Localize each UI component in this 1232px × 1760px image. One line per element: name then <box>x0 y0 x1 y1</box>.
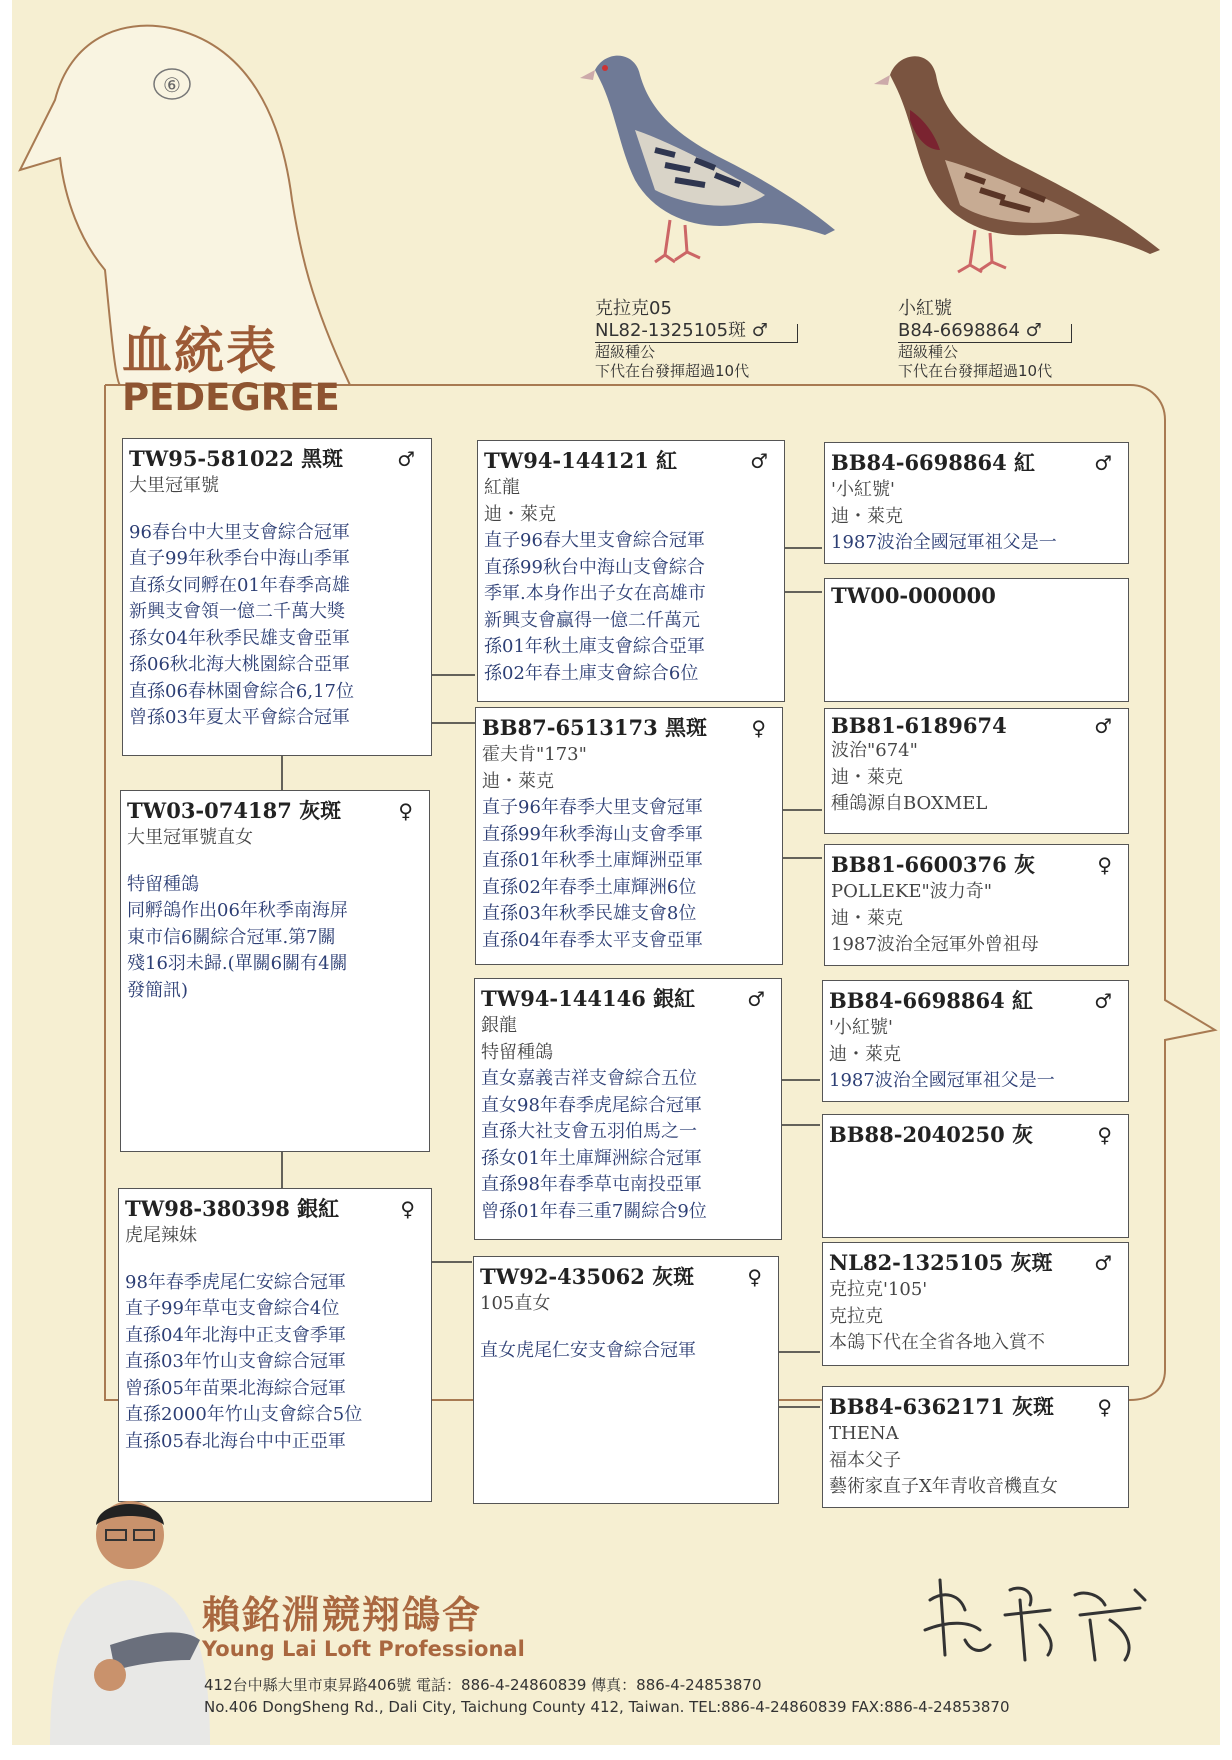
card-line: 迪・萊克 <box>484 503 556 525</box>
card-line: 迪・萊克 <box>831 505 903 527</box>
card-line: 直孫06春林園會綜合6,17位 <box>129 680 354 702</box>
featured-bird-1-name: 克拉克05 <box>595 298 672 319</box>
ring-number: BB81-6600376 灰 <box>831 852 1036 877</box>
card-line: 直孫大社支會五羽伯馬之一 <box>481 1121 697 1142</box>
ring-number: BB84-6698864 紅 <box>831 450 1036 475</box>
card-line: 霍夫肯"173" <box>482 744 587 765</box>
ring-number: TW94-144121 紅 <box>484 448 678 473</box>
card-line: 迪・萊克 <box>831 907 903 929</box>
card-line: 本鴿下代在全省各地入賞不 <box>829 1332 1045 1353</box>
featured-bird-1-ring: NL82-1325105斑 ♂ <box>595 320 798 343</box>
ring-number: BB84-6362171 灰斑 <box>829 1394 1055 1419</box>
card-line: 迪・萊克 <box>831 766 903 788</box>
featured-bird-2-line2: 下代在台發揮超過10代 <box>898 362 1053 380</box>
svg-text:⑥: ⑥ <box>163 73 181 97</box>
card-line: 直孫04年北海中正支會季軍 <box>125 1324 346 1346</box>
ring-number: TW92-435062 灰斑 <box>480 1264 695 1289</box>
card-line: 96春台中大里支會綜合冠軍 <box>129 521 350 543</box>
male-symbol-icon: ♂ <box>1094 451 1112 475</box>
ring-number: TW00-000000 <box>831 583 996 608</box>
card-line: 直孫04年春季太平支會亞軍 <box>482 929 703 951</box>
ring-number: TW98-380398 銀紅 <box>125 1196 340 1221</box>
male-symbol-icon: ♂ <box>747 987 765 1011</box>
pedigree-card-ggs-4 <box>822 1242 1129 1366</box>
card-line: 1987波治全國冠軍祖父是一 <box>829 1070 1055 1091</box>
signature-image <box>910 1560 1160 1670</box>
ring-number: TW95-581022 黑斑 <box>129 446 344 471</box>
pedigree-card-dam-sire <box>474 978 782 1240</box>
card-line: 直子96年春季大里支會冠軍 <box>482 797 703 818</box>
pedigree-card-grandsire <box>477 440 785 702</box>
card-line: 克拉克'105' <box>829 1279 928 1300</box>
ring-number: NL82-1325105 灰斑 <box>829 1250 1053 1275</box>
ring-number: BB81-6189674 <box>831 713 1007 738</box>
card-line: 105直女 <box>480 1293 551 1314</box>
male-symbol-icon: ♂ <box>397 447 415 471</box>
card-line: 東市信6關綜合冠軍.第7關 <box>127 926 336 948</box>
female-symbol-icon: ♀ <box>398 799 413 823</box>
card-line: 直子99年草屯支會綜合4位 <box>125 1298 340 1319</box>
featured-bird-1-line2: 下代在台發揮超過10代 <box>595 362 750 380</box>
card-line: 新興支會贏得一億二仟萬元 <box>484 609 700 631</box>
card-line: 直孫女同孵在01年春季高雄 <box>129 574 350 596</box>
card-line: 虎尾辣妹 <box>125 1225 197 1246</box>
female-symbol-icon: ♀ <box>747 1265 762 1289</box>
pedigree-card-ggs-2 <box>824 708 1129 834</box>
card-line: 直孫99年秋季海山支會季軍 <box>482 823 703 845</box>
loft-name <box>202 1584 525 1661</box>
card-line: 直子99年秋季台中海山季軍 <box>129 548 350 569</box>
card-line: THENA <box>829 1423 899 1444</box>
pedigree-card-granddam <box>475 707 783 965</box>
female-symbol-icon: ♀ <box>1097 853 1112 877</box>
featured-bird-2-name: 小紅號 <box>898 298 952 319</box>
male-symbol-icon: ♂ <box>1094 989 1112 1013</box>
card-line: 直孫02年春季土庫輝洲6位 <box>482 876 697 898</box>
card-line: 直女虎尾仁安支會綜合冠軍 <box>480 1339 696 1361</box>
card-line: 迪・萊克 <box>829 1043 901 1065</box>
card-line: 福本父子 <box>829 1449 901 1471</box>
ring-number: BB87-6513173 黑斑 <box>482 715 708 740</box>
card-line: 直子96春大里支會綜合冠軍 <box>484 530 705 551</box>
card-line: 直孫2000年竹山支會綜合5位 <box>125 1404 363 1425</box>
pedigree-card-dam <box>118 1188 432 1502</box>
featured-bird-2-ring: B84-6698864 ♂ <box>898 320 1072 343</box>
card-line: 銀龍 <box>481 1015 517 1036</box>
card-line: 波治"674" <box>831 740 918 761</box>
address-zh: 412台中縣大里市東昇路406號 電話：886-4-24860839 傳真：886-4-24853870 <box>204 1676 762 1694</box>
card-line: 紅龍 <box>484 477 520 498</box>
card-line: 曾孫05年苗栗北海綜合冠軍 <box>125 1377 346 1399</box>
card-line: 特留種鴿 <box>481 1041 553 1063</box>
card-line: 孫01年秋土庫支會綜合亞軍 <box>484 636 705 657</box>
pedigree-card-sire <box>122 438 432 756</box>
card-line: 特留種鴿 <box>127 873 199 895</box>
card-line: 98年春季虎尾仁安綜合冠軍 <box>125 1271 346 1293</box>
pedigree-card-ggs-3 <box>822 980 1129 1102</box>
male-symbol-icon: ♂ <box>750 449 768 473</box>
card-line: 孫女01年土庫輝洲綜合冠軍 <box>481 1147 702 1169</box>
card-line: 藝術家直子X年青收音機直女 <box>829 1476 1058 1497</box>
pedigree-card-ggs-1 <box>824 442 1129 564</box>
card-line: '小紅號' <box>829 1017 893 1038</box>
card-line: 直孫03年竹山支會綜合冠軍 <box>125 1351 346 1372</box>
address-en: No.406 DongSheng Rd., Dali City, Taichung County 412, Taiwan. TEL:886-4-24860839 FAX:886-4-24853870 <box>204 1698 1010 1716</box>
ring-number: TW94-144146 銀紅 <box>481 986 696 1011</box>
ring-number: BB88-2040250 灰 <box>829 1122 1034 1147</box>
female-symbol-icon: ♀ <box>1097 1395 1112 1419</box>
card-line: 直女嘉義吉祥支會綜合五位 <box>481 1068 697 1089</box>
title-zh: 血統表 <box>122 322 278 380</box>
card-line: 曾孫03年夏太平會綜合冠軍 <box>129 707 350 728</box>
card-line: 發簡訊) <box>127 979 189 1001</box>
card-line: POLLEKE"波力奇" <box>831 881 993 902</box>
card-line: 孫02年春土庫支會綜合6位 <box>484 662 699 684</box>
card-line: 1987波治全國冠軍祖父是一 <box>831 532 1057 553</box>
title-en: PEDEGREE <box>122 376 340 419</box>
ring-number: TW03-074187 灰斑 <box>127 798 342 823</box>
card-line: 1987波治全冠軍外曾祖母 <box>831 934 1039 955</box>
male-symbol-icon: ♂ <box>1094 714 1112 738</box>
owner-photo <box>40 1475 210 1745</box>
card-line: 同孵鴿作出06年秋季南海屏 <box>127 900 348 921</box>
card-line: 孫女04年秋季民雄支會亞軍 <box>129 627 350 649</box>
card-line: 直孫99秋台中海山支會綜合 <box>484 556 705 578</box>
pedigree-card-ggd-1 <box>824 578 1129 702</box>
pedigree-card-ggd-2 <box>824 844 1129 966</box>
card-line: 種鴿源自BOXMEL <box>831 793 988 814</box>
female-symbol-icon: ♀ <box>400 1197 415 1221</box>
card-line: 大里冠軍號 <box>129 475 219 496</box>
card-line: 曾孫01年春三重7關綜合9位 <box>481 1200 707 1222</box>
loft-name-zh: 賴銘淵競翔鴿舍 <box>202 1593 483 1637</box>
card-line: '小紅號' <box>831 479 895 500</box>
card-line: 大里冠軍號直女 <box>127 827 253 848</box>
featured-bird-2-line1: 超級種公 <box>898 343 959 361</box>
card-line: 直孫03年秋季民雄支會8位 <box>482 903 697 924</box>
card-line: 殘16羽未歸.(單關6關有4關 <box>127 953 348 974</box>
card-line: 孫06秋北海大桃園綜合亞軍 <box>129 654 350 675</box>
card-line: 克拉克 <box>829 1305 883 1327</box>
card-line: 直女98年春季虎尾綜合冠軍 <box>481 1094 702 1116</box>
male-symbol-icon: ♂ <box>1094 1251 1112 1275</box>
card-line: 直孫01年秋季土庫輝洲亞軍 <box>482 850 703 871</box>
pedigree-card-dam-dam <box>473 1256 779 1504</box>
card-line: 直孫98年春季草屯南投亞軍 <box>481 1174 702 1195</box>
pedigree-card-sire-dam <box>120 790 430 1152</box>
loft-name-en: Young Lai Loft Professional <box>202 1637 525 1661</box>
female-symbol-icon: ♀ <box>751 716 766 740</box>
card-line: 新興支會領一億二千萬大獎 <box>129 601 345 622</box>
pedigree-card-ggd-3 <box>822 1114 1129 1238</box>
featured-bird-1-line1: 超級種公 <box>595 343 656 361</box>
ring-number: BB84-6698864 紅 <box>829 988 1034 1013</box>
card-line: 迪・萊克 <box>482 770 554 792</box>
card-line: 季軍.本身作出子女在高雄市 <box>484 583 706 604</box>
female-symbol-icon: ♀ <box>1097 1123 1112 1147</box>
card-line: 直孫05春北海台中中正亞軍 <box>125 1430 346 1452</box>
pedigree-card-ggd-4 <box>822 1386 1129 1508</box>
